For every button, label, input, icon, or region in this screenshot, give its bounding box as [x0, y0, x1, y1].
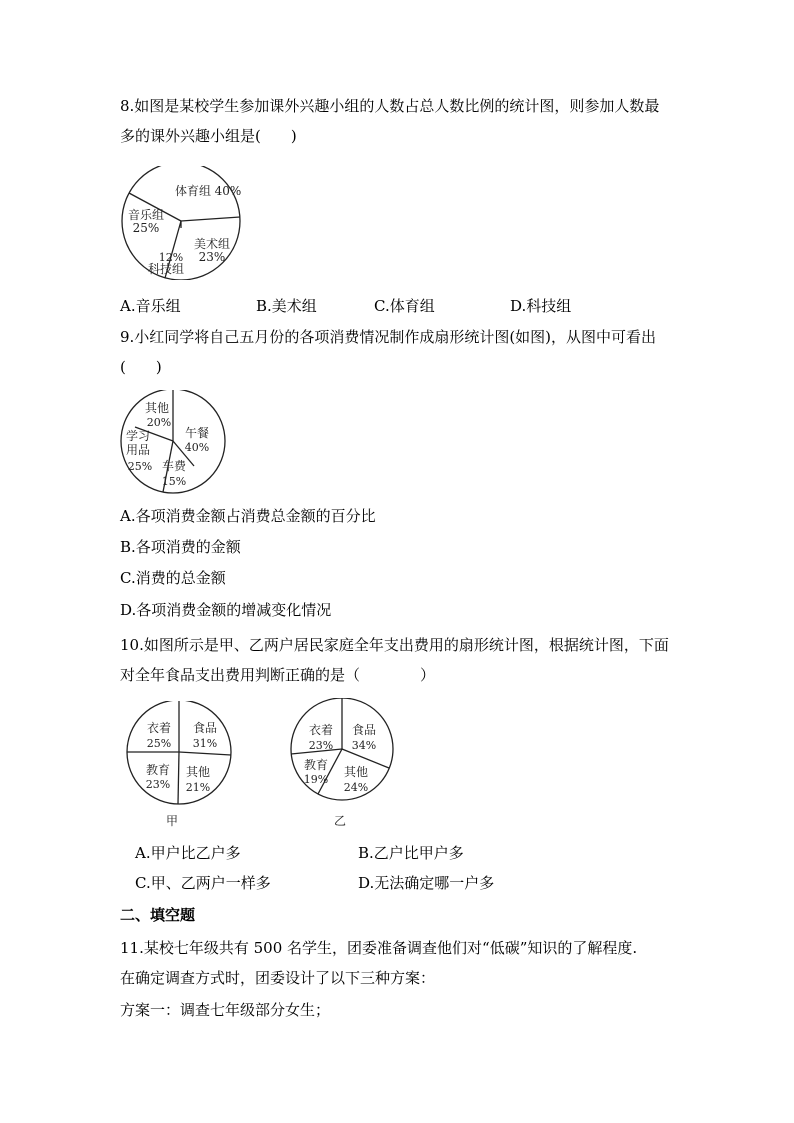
q10-jia-slice-percent: 31%	[192, 737, 218, 750]
section-heading: 二、填空题	[120, 906, 196, 924]
q8-slice-percent: 23%	[198, 250, 226, 264]
q9-slice-label: 用品	[125, 443, 151, 457]
q10-text-line1: 10.如图所示是甲、乙两户居民家庭全年支出费用的扇形统计图，根据统计图，下面	[120, 636, 669, 654]
q10-option-c: C.甲、乙两户一样多	[135, 874, 271, 892]
q8-slice-label: 体育组	[174, 184, 212, 198]
q10-yi-slice-label: 教育	[303, 758, 329, 772]
q10-yi-slice-label: 衣着	[308, 723, 334, 737]
q10-jia-chart-name: 甲	[165, 814, 179, 828]
q10-jia-pie-divider	[179, 752, 231, 755]
q10-option-d: D.无法确定哪一户多	[358, 874, 495, 892]
q10-jia-slice-label: 其他	[185, 765, 211, 779]
q10-option-a: A.甲户比乙户多	[135, 844, 241, 862]
q10-yi-slice-percent: 34%	[351, 739, 377, 752]
q8-slice-percent: 40%	[214, 184, 242, 198]
q10-jia-slice-percent: 25%	[146, 737, 172, 750]
q9-option-d: D.各项消费金额的增减变化情况	[120, 601, 332, 619]
q8-pie-chart	[116, 166, 256, 280]
q10-yi-slice-percent: 24%	[343, 781, 369, 794]
q10-pie-chart-jia	[124, 701, 236, 831]
q10-yi-slice-percent: 23%	[308, 739, 334, 752]
q9-slice-label: 车费	[161, 459, 187, 473]
q9-slice-label: 其他	[144, 401, 170, 415]
q9-text-line2: ( )	[120, 358, 162, 376]
q11-text-line3: 方案一：调查七年级部分女生；	[120, 1001, 331, 1019]
q9-option-a: A.各项消费金额占消费总金额的百分比	[120, 507, 376, 525]
q9-slice-label: 午餐	[184, 426, 210, 440]
q10-yi-slice-label: 食品	[351, 723, 377, 737]
q9-slice-percent: 15%	[161, 475, 187, 488]
q9-slice-percent: 20%	[146, 416, 172, 429]
q10-jia-slice-percent: 23%	[145, 778, 171, 791]
q10-jia-slice-label: 衣着	[146, 721, 172, 735]
q9-slice-label: 学习	[125, 429, 151, 443]
q10-yi-slice-label: 其他	[343, 765, 369, 779]
q9-pie-chart	[117, 390, 231, 496]
q9-slice-percent: 25%	[127, 460, 153, 473]
q10-yi-chart-name: 乙	[333, 814, 347, 828]
q8-option-d: D.科技组	[510, 297, 572, 315]
q11-text-line1: 11.某校七年级共有 500 名学生，团委准备调查他们对“低碳”知识的了解程度.	[120, 939, 638, 957]
q8-slice-percent: 12%	[158, 251, 184, 264]
q8-option-a: A.音乐组	[120, 297, 181, 315]
q8-text-line2: 多的课外兴趣小组是( )	[120, 127, 297, 145]
q9-option-c: C.消费的总金额	[120, 569, 226, 587]
q10-pie-chart-yi	[288, 698, 400, 831]
q8-slice-label: 科技组	[147, 262, 185, 276]
q8-slice-percent: 25%	[132, 221, 160, 235]
q9-text-line1: 9.小红同学将自己五月份的各项消费情况制作成扇形统计图(如图)，从图中可看出	[120, 328, 657, 346]
q11-text-line2: 在确定调查方式时，团委设计了以下三种方案：	[120, 969, 436, 987]
q9-slice-percent: 40%	[184, 441, 210, 454]
q8-option-b: B.美术组	[256, 297, 317, 315]
q10-yi-slice-percent: 19%	[303, 773, 329, 786]
q9-option-b: B.各项消费的金额	[120, 538, 241, 556]
q8-slice-label: 美术组	[193, 237, 231, 251]
q8-text-line1: 8.如图是某校学生参加课外兴趣小组的人数占总人数比例的统计图，则参加人数最	[120, 97, 660, 115]
q10-jia-pie-divider	[178, 752, 179, 804]
q8-option-c: C.体育组	[374, 297, 435, 315]
q8-pie-divider	[181, 217, 240, 221]
q10-jia-slice-percent: 21%	[185, 781, 211, 794]
q10-option-b: B.乙户比甲户多	[358, 844, 464, 862]
q8-slice-label: 音乐组	[127, 208, 165, 222]
q10-jia-slice-label: 食品	[192, 721, 218, 735]
q10-jia-slice-label: 教育	[145, 763, 171, 777]
q10-text-line2: 对全年食品支出费用判断正确的是（ ）	[120, 666, 436, 684]
